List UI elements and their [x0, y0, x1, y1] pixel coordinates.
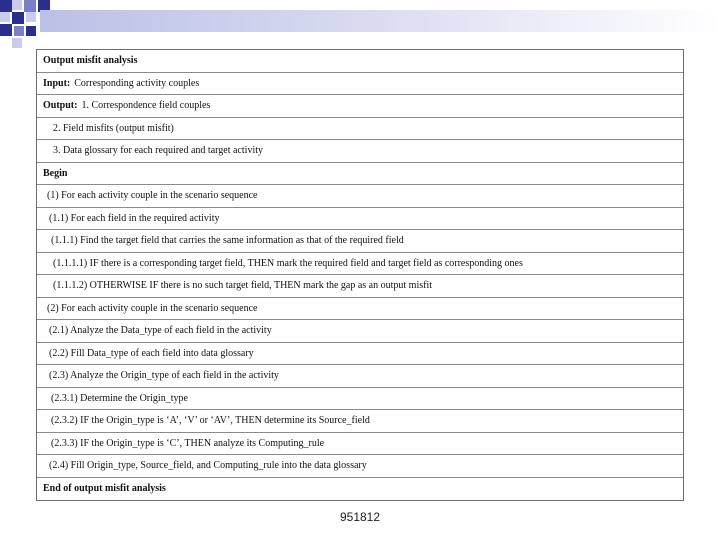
- row-label: Output:: [43, 100, 78, 112]
- row-text: (1.1.1) Find the target field that carries the same information as that of the required field: [51, 235, 404, 247]
- deco-square: [12, 0, 22, 10]
- table-row: [37, 208, 683, 231]
- header-gradient-bar: [40, 10, 720, 32]
- row-text: 1. Correspondence field couples: [81, 100, 211, 112]
- row-label: Output misfit analysis: [43, 55, 138, 67]
- row-text: (1.1) For each field in the required activity: [49, 212, 220, 224]
- table-row: [37, 343, 683, 366]
- row-text: (1) For each activity couple in the scenario sequence: [47, 190, 258, 202]
- table-row: [37, 455, 683, 478]
- row-text: (2.3.2) IF the Origin_type is ‘A’, ‘V’ or ‘AV’, THEN determine its Source_field: [51, 415, 370, 427]
- deco-square: [24, 0, 36, 12]
- table-row: [37, 433, 683, 456]
- header-decoration: [0, 0, 720, 48]
- row-text: 2. Field misfits (output misfit): [53, 122, 174, 134]
- deco-square: [26, 12, 36, 22]
- table-row: [37, 320, 683, 343]
- row-text: (1.1.1.2) OTHERWISE IF there is no such target field, THEN mark the gap as an output misfit: [53, 280, 433, 292]
- deco-square: [14, 26, 24, 36]
- deco-square: [26, 26, 36, 36]
- table-row: [37, 275, 683, 298]
- table-row: [37, 388, 683, 411]
- table-row: [37, 163, 683, 186]
- algorithm-table: [36, 49, 684, 501]
- row-text: (2) For each activity couple in the scenario sequence: [47, 302, 258, 314]
- row-text: (2.1) Analyze the Data_type of each field in the activity: [49, 325, 272, 337]
- table-row: [37, 118, 683, 141]
- table-row: [37, 365, 683, 388]
- table-row: [37, 253, 683, 276]
- table-row: [37, 185, 683, 208]
- deco-square: [0, 0, 12, 12]
- deco-square: [0, 24, 12, 36]
- table-row: [37, 230, 683, 253]
- row-text: (2.3.1) Determine the Origin_type: [51, 392, 188, 404]
- table-row: [37, 478, 683, 501]
- table-row: [37, 410, 683, 433]
- row-text: (2.3.3) IF the Origin_type is ‘C’, THEN analyze its Computing_rule: [51, 437, 325, 449]
- row-text: (1.1.1.1) IF there is a corresponding target field, THEN mark the required field and target field as corresponding ones: [53, 257, 523, 269]
- table-row: [37, 95, 683, 118]
- row-label: End of output misfit analysis: [43, 483, 166, 495]
- row-text: (2.3) Analyze the Origin_type of each field in the activity: [49, 370, 279, 382]
- table-row: [37, 50, 683, 73]
- page-number: 951812: [339, 510, 381, 524]
- table-row: [37, 73, 683, 96]
- table-row: [37, 140, 683, 163]
- deco-square: [0, 12, 10, 22]
- row-label: Begin: [43, 167, 68, 179]
- deco-square: [12, 12, 24, 24]
- row-text: 3. Data glossary for each required and target activity: [53, 145, 264, 157]
- deco-square: [12, 38, 22, 48]
- row-label: Input:: [43, 77, 71, 89]
- table-row: [37, 298, 683, 321]
- row-text: (2.4) Fill Origin_type, Source_field, and Computing_rule into the data glossary: [49, 460, 367, 472]
- row-text: (2.2) Fill Data_type of each field into data glossary: [49, 347, 254, 359]
- row-text: Corresponding activity couples: [74, 77, 200, 89]
